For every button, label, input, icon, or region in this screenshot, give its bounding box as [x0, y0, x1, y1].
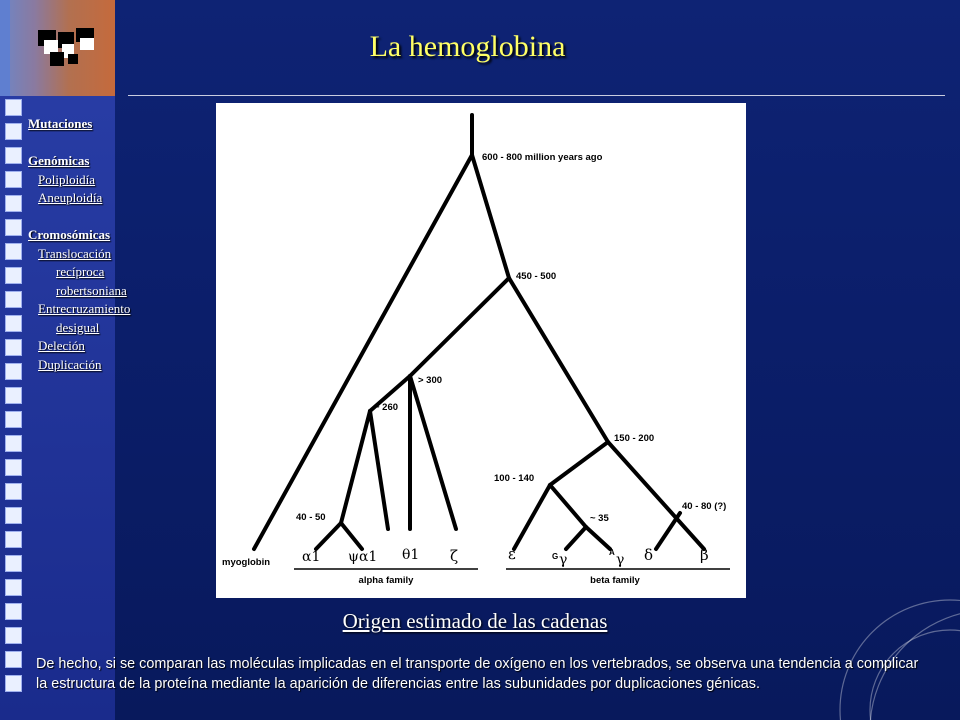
family-labels	[359, 575, 641, 586]
globin-phylogeny-figure	[216, 103, 746, 598]
leaf-zeta: ζ	[450, 547, 459, 565]
menu-item-entrecruzamiento[interactable]: Entrecruzamiento	[38, 301, 131, 316]
branch-n100-epsilon	[514, 485, 550, 549]
leaf-a-gamma: γ	[616, 552, 625, 568]
leaf-psialpha1: ψα1	[348, 549, 378, 565]
menu-item-aneuploidia[interactable]: Aneuploidía	[38, 190, 103, 205]
branch-n150-beta	[608, 442, 704, 549]
menu-item-delecion[interactable]: Deleción	[38, 338, 85, 353]
leaf-epsilon: ε	[508, 545, 516, 563]
leaf-labels	[222, 545, 709, 568]
branch-n150-n100	[550, 442, 608, 485]
branch-n260-n40	[341, 411, 370, 523]
label-n450: 450 - 500	[516, 271, 557, 282]
menu-item-mutaciones[interactable]: Mutaciones	[28, 116, 93, 131]
phylogeny-tree	[216, 103, 746, 598]
branch-n40-alpha1	[316, 523, 341, 549]
tree-branches	[254, 115, 704, 549]
leaf-alpha1: α1	[302, 549, 321, 565]
label-n150: 150 - 200	[614, 433, 655, 444]
menu-item-poliploidia[interactable]: Poliploidía	[38, 171, 96, 187]
leaf-a-prefix: A	[609, 548, 615, 557]
label-n40-80: 40 - 80 (?)	[682, 501, 727, 512]
menu-item-desigual[interactable]: desigual	[56, 319, 100, 335]
label-n300: > 300	[418, 375, 443, 386]
leaf-myoglobin: myoglobin	[222, 557, 271, 568]
leaf-g-prefix: G	[552, 552, 559, 561]
leaf-g-gamma: γ	[559, 552, 568, 568]
menu-item-translocacion[interactable]: Translocación	[38, 245, 112, 261]
menu-item-cromosomicas[interactable]: Cromosómicas	[28, 227, 111, 242]
branch-root-myoglobin	[254, 155, 472, 549]
branch-n450-n300	[410, 278, 509, 376]
label-n260: ~ 260	[374, 402, 399, 413]
label-n40-50: 40 - 50	[296, 512, 326, 523]
menu-item-genomicas[interactable]: Genómicas	[28, 153, 90, 168]
beta-family-label: beta family	[590, 575, 640, 586]
topic-menu	[28, 115, 130, 374]
menu-item-reciproca[interactable]: recíproca	[56, 264, 105, 279]
node-labels	[296, 152, 726, 524]
body-paragraph: De hecho, si se comparan las moléculas implicadas en el transporte de oxígeno en los vertebrados, se observa una tendencia a complicar la estructura de la proteína mediante la aparición de diferencias entre las subunidades por duplicaciones génicas.	[36, 656, 919, 692]
branch-n450-n150	[509, 278, 608, 442]
figure-caption: Origen estimado de las cadenas	[342, 609, 608, 633]
branch-n35-agamma	[586, 527, 610, 549]
label-n35: ~ 35	[590, 513, 609, 524]
branch-root-n450	[472, 155, 509, 278]
title-rule	[128, 95, 945, 96]
branch-n100-n35	[550, 485, 586, 527]
label-root: 600 - 800 million years ago	[482, 152, 603, 163]
branch-n260-psi	[370, 411, 388, 529]
label-n100: 100 - 140	[494, 473, 535, 484]
branch-n300-zeta	[410, 376, 456, 529]
branch-n40-80-delta	[656, 513, 680, 549]
menu-item-robertsoniana[interactable]: robertsoniana	[56, 282, 127, 298]
leaf-delta: δ	[644, 546, 654, 564]
branch-n40-psi	[341, 523, 362, 549]
leaf-beta: β	[700, 546, 709, 564]
alpha-family-label: alpha family	[358, 575, 414, 586]
leaf-theta1: θ1	[402, 547, 420, 563]
slide-title: La hemoglobina	[369, 30, 566, 63]
menu-item-duplicacion[interactable]: Duplicación	[38, 356, 102, 372]
decorative-arcs	[800, 580, 960, 720]
branch-n35-ggamma	[566, 527, 586, 549]
